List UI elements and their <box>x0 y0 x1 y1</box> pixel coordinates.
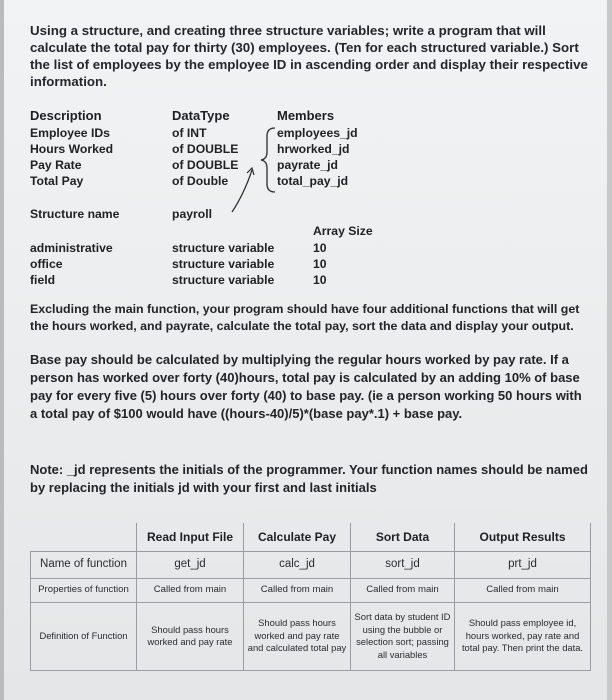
type-cell: of DOUBLE <box>172 158 239 172</box>
members-column <box>277 125 358 189</box>
table-cell: Called from main <box>351 578 455 602</box>
row-header: Properties of function <box>31 578 137 602</box>
array-size-header: Array Size <box>313 224 373 238</box>
desc-cell: Employee IDs <box>30 126 110 140</box>
var-type: structure variable <box>172 241 275 255</box>
table-cell: get_jd <box>137 551 244 578</box>
table-cell: Should pass employee id, hours worked, pay rate and total pay. Then print the data. <box>455 602 591 670</box>
handwritten-arrow-icon <box>230 164 280 214</box>
function-table <box>30 523 591 671</box>
datatype-column <box>172 125 238 189</box>
desc-cell: Pay Rate <box>30 158 82 172</box>
table-row <box>31 602 591 670</box>
variable-names-column <box>30 240 113 288</box>
table-row <box>31 578 591 602</box>
table-row <box>31 551 591 578</box>
structure-name-value: payroll <box>172 207 212 221</box>
table-header-cell: Calculate Pay <box>244 523 351 551</box>
array-size: 10 <box>313 273 327 287</box>
table-cell: Called from main <box>455 578 591 602</box>
member-cell: hrworked_jd <box>277 142 350 156</box>
var-type: structure variable <box>172 257 275 271</box>
table-cell: prt_jd <box>455 551 591 578</box>
base-pay-paragraph: Base pay should be calculated by multiplying the regular hours worked by pay rate. If a person has worked over forty (40)hours, total pay is calculated by an adding 10% of base pay for every five (5) hours over forty (40) to base pay. (ie a person working 50 hours with a total pay of $100 would have ((hours-40)/5)*(base pay*.1) + base pay. <box>30 352 582 421</box>
table-cell: Should pass hours worked and pay rate <box>137 602 244 670</box>
var-name: field <box>30 273 56 287</box>
table-header-cell: Output Results <box>455 523 591 551</box>
row-header: Definition of Function <box>31 602 137 670</box>
type-cell: of INT <box>172 126 207 140</box>
table-header-row <box>31 523 591 551</box>
table-cell: Sort data by student ID using the bubble or selection sort; passing all variables <box>351 602 455 670</box>
array-size-column <box>313 240 327 288</box>
type-cell: of DOUBLE <box>172 142 239 156</box>
page-edge-right <box>607 0 612 700</box>
table-cell: sort_jd <box>351 551 455 578</box>
desc-cell: Total Pay <box>30 174 84 188</box>
table-cell: calc_jd <box>244 551 351 578</box>
table-header-cell <box>31 523 137 551</box>
variable-types-column <box>172 240 274 288</box>
row-header: Name of function <box>31 551 137 578</box>
member-cell: employees_jd <box>277 126 358 140</box>
functions-paragraph: Excluding the main function, your program should have four additional functions that will get the hours worked, and payrate, calculate the total pay, sort the data and display your output. <box>30 302 580 333</box>
col-header-members: Members <box>277 108 335 123</box>
var-name: administrative <box>30 241 113 255</box>
member-cell: total_pay_jd <box>277 174 349 188</box>
page-edge-left <box>0 0 4 700</box>
col-header-description: Description <box>30 108 102 123</box>
var-name: office <box>30 257 63 271</box>
table-cell: Called from main <box>244 578 351 602</box>
member-cell: payrate_jd <box>277 158 338 172</box>
intro-paragraph: Using a structure, and creating three structure variables; write a program that will calculate the total pay for thirty (30) employees. (Ten for each structured variable.) Sort the list of employees by the employee ID in ascending order and display their respective information. <box>30 23 588 89</box>
var-type: structure variable <box>172 273 275 287</box>
structure-name-label: Structure name <box>30 207 120 221</box>
table-cell: Should pass hours worked and pay rate and calculated total pay <box>244 602 351 670</box>
array-size: 10 <box>313 241 327 255</box>
note-paragraph: Note: _jd represents the initials of the programmer. Your function names should be named by replacing the initials jd with your first and last initials <box>30 462 588 495</box>
array-size: 10 <box>313 257 327 271</box>
desc-cell: Hours Worked <box>30 142 114 156</box>
type-cell: of Double <box>172 174 229 188</box>
table-header-cell: Sort Data <box>351 523 455 551</box>
description-column <box>30 125 113 189</box>
col-header-datatype: DataType <box>172 108 230 123</box>
table-cell: Called from main <box>137 578 244 602</box>
table-header-cell: Read Input File <box>137 523 244 551</box>
